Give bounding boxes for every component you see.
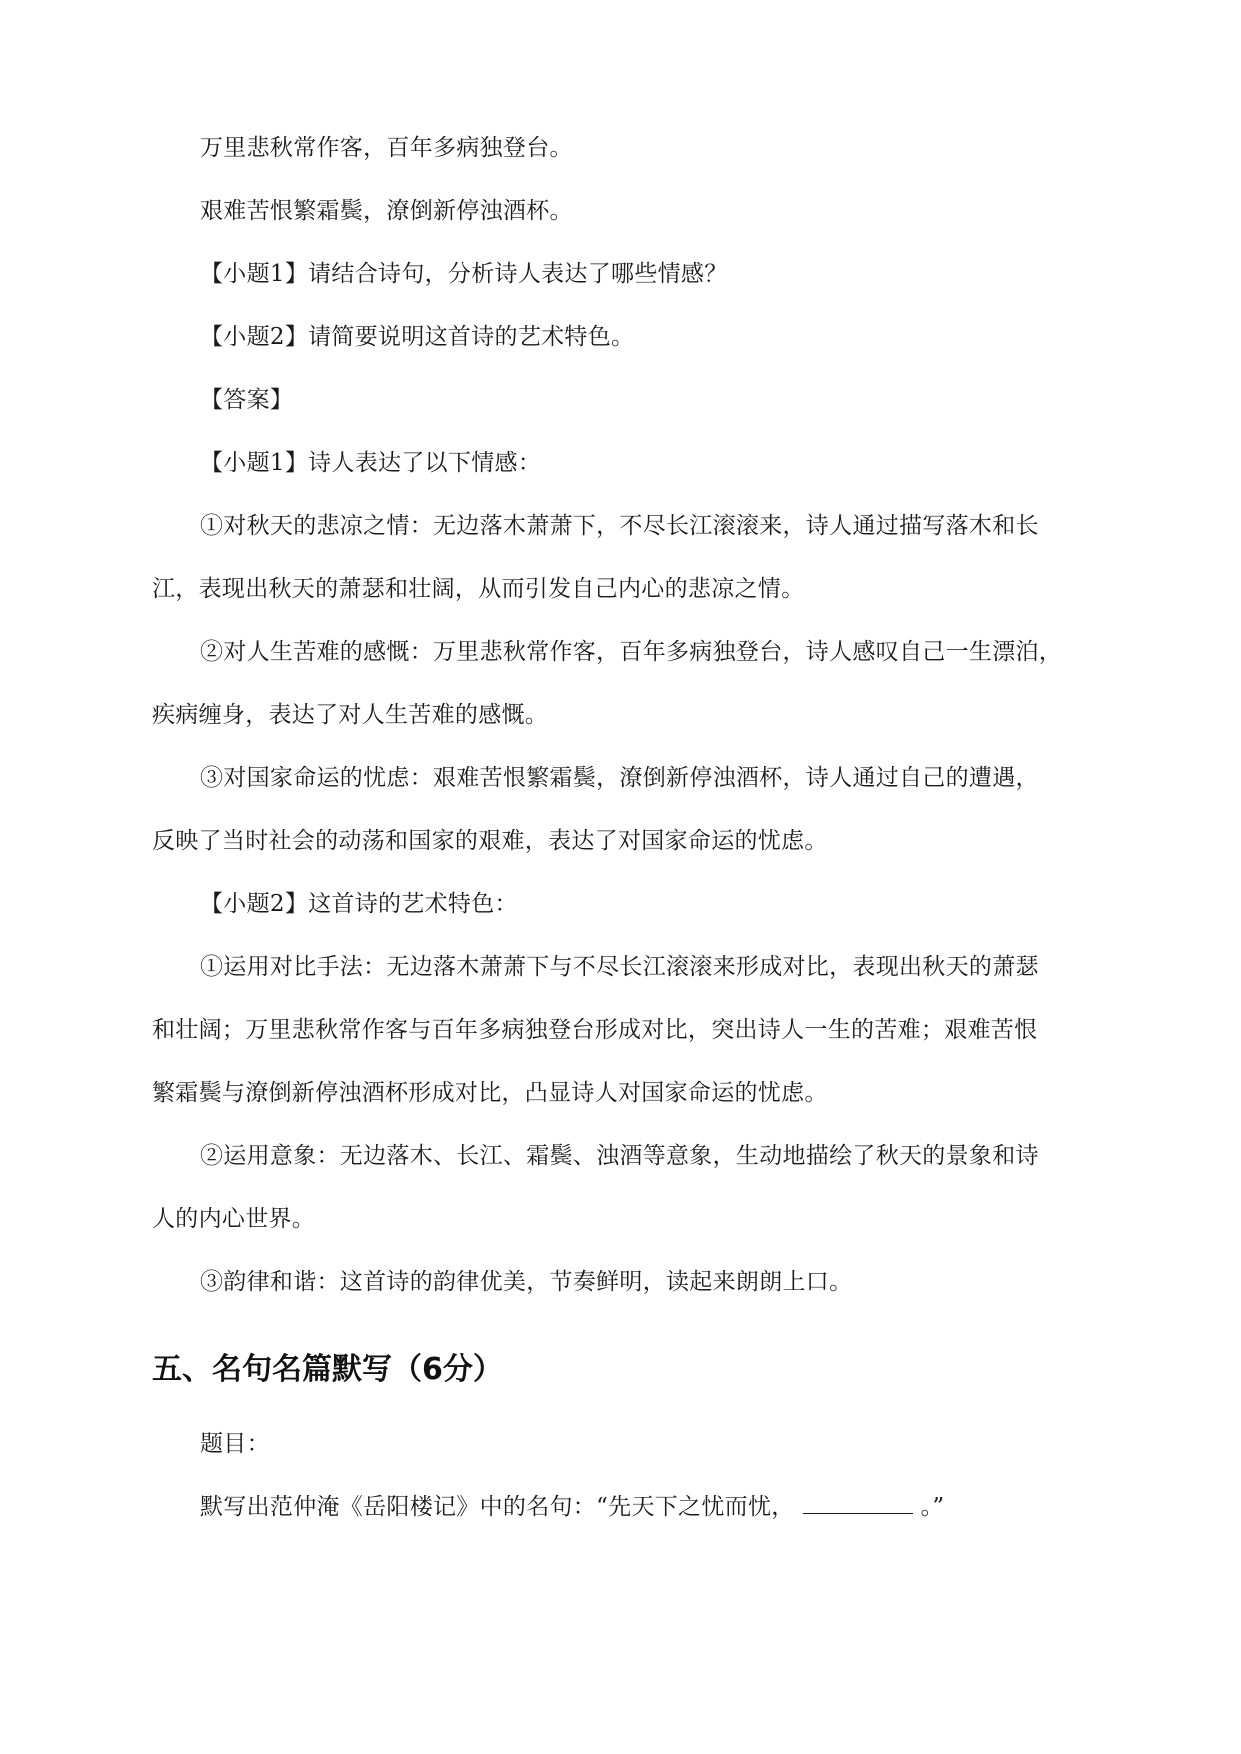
answer-2-point-2-line-2: 人的内心世界。: [152, 1206, 316, 1232]
fill-in-blank[interactable]: [803, 1491, 913, 1514]
question-2: 【小题2】请简要说明这首诗的艺术特色。: [200, 324, 635, 350]
prompt-text-after: 。”: [920, 1494, 945, 1520]
section-5-heading: 五、名句名篇默写（6分）: [152, 1352, 503, 1387]
answer-1-point-2-line-2: 疾病缠身，表达了对人生苦难的感慨。: [152, 702, 549, 728]
section-5-prompt-label: 题目：: [200, 1431, 270, 1457]
poem-line-3: 万里悲秋常作客，百年多病独登台。: [200, 135, 573, 161]
poem-line-4: 艰难苦恨繁霜鬓，潦倒新停浊酒杯。: [200, 198, 573, 224]
answer-2-title: 【小题2】这首诗的艺术特色：: [200, 891, 518, 917]
answer-2-point-3-line-1: ③韵律和谐：这首诗的韵律优美，节奏鲜明，读起来朗朗上口。: [200, 1269, 853, 1295]
section-5-prompt: [200, 1490, 1092, 1524]
question-1: 【小题1】请结合诗句，分析诗人表达了哪些情感？: [200, 261, 728, 287]
answer-2-point-1-line-3: 繁霜鬓与潦倒新停浊酒杯形成对比，凸显诗人对国家命运的忧虑。: [152, 1080, 828, 1106]
answer-1-point-2-line-1: ②对人生苦难的感慨：万里悲秋常作客，百年多病独登台，诗人感叹自己一生漂泊，: [200, 639, 1063, 665]
answer-1-point-1-line-1: ①对秋天的悲凉之情：无边落木萧萧下，不尽长江滚滚来，诗人通过描写落木和长: [200, 513, 1039, 539]
answer-2-point-1-line-1: ①运用对比手法：无边落木萧萧下与不尽长江滚滚来形成对比，表现出秋天的萧瑟: [200, 954, 1039, 980]
answer-1-point-3-line-1: ③对国家命运的忧虑：艰难苦恨繁霜鬓，潦倒新停浊酒杯，诗人通过自己的遭遇，: [200, 765, 1039, 791]
answer-1-title: 【小题1】诗人表达了以下情感：: [200, 450, 542, 476]
answer-2-point-1-line-2: 和壮阔；万里悲秋常作客与百年多病独登台形成对比，突出诗人一生的苦难；艰难苦恨: [152, 1017, 1038, 1043]
answer-2-point-2-line-1: ②运用意象：无边落木、长江、霜鬓、浊酒等意象，生动地描绘了秋天的景象和诗: [200, 1143, 1039, 1169]
answer-1-point-3-line-2: 反映了当时社会的动荡和国家的艰难，表达了对国家命运的忧虑。: [152, 828, 828, 854]
answer-1-point-1-line-2: 江，表现出秋天的萧瑟和壮阔，从而引发自己内心的悲凉之情。: [152, 576, 805, 602]
answer-label: 【答案】: [200, 387, 294, 413]
prompt-text-before: 默写出范仲淹《岳阳楼记》中的名句：“先天下之忧而忧，: [200, 1494, 795, 1520]
